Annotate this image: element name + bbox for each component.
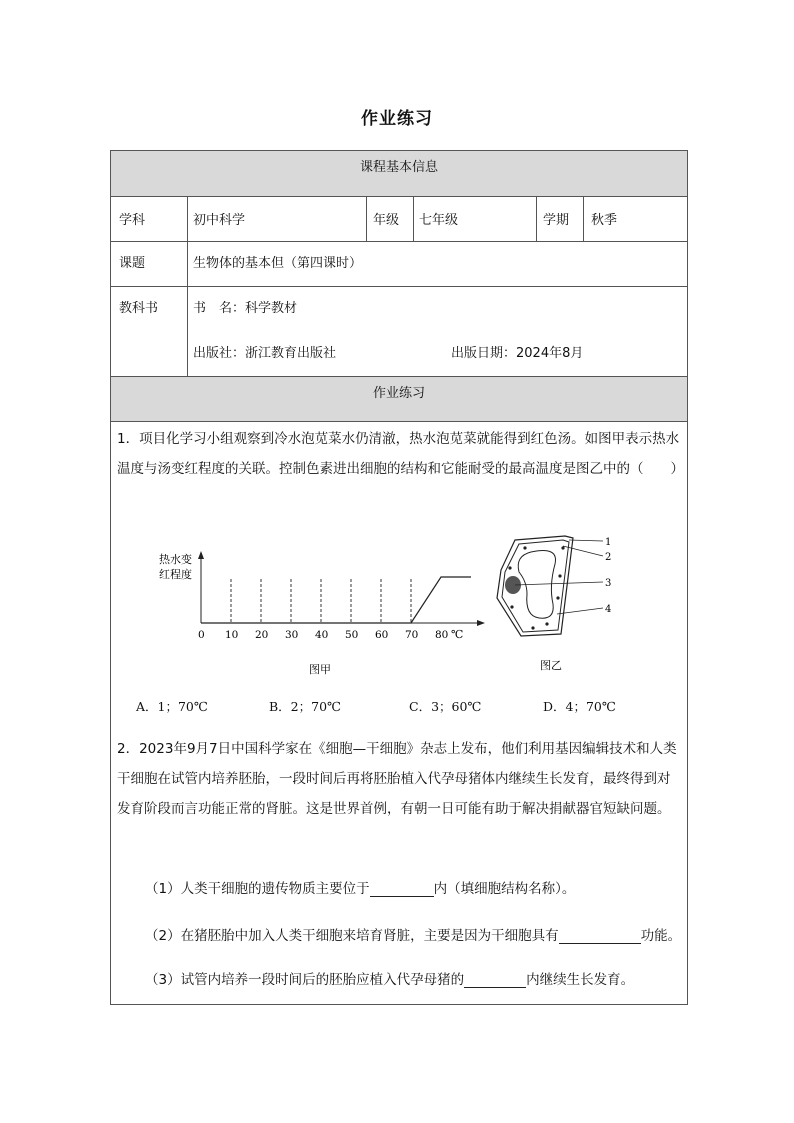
cell-label-3: 3 [605,578,612,589]
cytoplasm-dot [531,626,534,629]
chart-x-tick-label: 40 [315,629,329,641]
chart-series-line [201,577,471,623]
publisher-line [193,342,336,361]
info-row-subject [111,197,687,242]
topic-value: 生物体的基本但（第四课时） [193,256,363,271]
cell-pointer-1 [569,540,603,541]
term-label: 学期 [543,213,570,228]
q2-sub2-prefix: （2）在猪胚胎中加入人类干细胞来培育肾脏，主要是因为干细胞具有 [145,928,559,944]
publish-date-label: 出版日期： [451,346,517,361]
course-info-header [111,151,687,197]
cytoplasm-dot [561,546,564,549]
q2-sub3-suffix: 内继续生长发育。 [526,972,635,988]
figure-jia-chart [151,545,491,675]
q2-sub1 [145,877,575,897]
cytoplasm-dot [510,605,513,608]
figure-yi-plant-cell [491,534,641,674]
exercise-header [111,377,687,422]
info-row-topic [111,242,687,287]
topic-label: 课题 [119,256,146,271]
q2-sub2 [145,924,681,944]
cell-label-1: 1 [605,537,612,548]
option-c[interactable]: C．3；60℃ [409,699,482,714]
page-title: 作业练习 [361,109,433,129]
publisher-value: 浙江教育出版社 [245,346,337,361]
chart-x-tick-label: 0 [198,629,205,641]
chart-x-arrow [477,620,485,626]
q2-sub3-prefix: （3）试管内培养一段时间后的胚胎应植入代孕母猪的 [145,972,465,988]
q2-sub1-blank[interactable] [370,882,434,897]
course-info-header-label: 课程基本信息 [359,160,438,175]
chart-x-tick-label: 20 [255,629,269,641]
chart-x-tick-label: 50 [345,629,359,641]
publish-date-value: 2024年8月 [516,346,584,361]
grade-label: 年级 [373,213,400,228]
q2-sub2-suffix: 功能。 [640,928,682,944]
cell-pointer-2 [563,546,603,556]
book-name-label: 书 名： [193,301,246,316]
option-b[interactable]: B．2；70℃ [269,699,342,714]
option-d[interactable]: D．4；70℃ [543,699,616,714]
q2-sub3 [145,968,634,988]
grade-value: 七年级 [419,213,459,228]
term-value: 秋季 [591,213,618,228]
exercise-header-label: 作业练习 [372,386,425,401]
homework-table [110,150,688,1005]
chart-x-tick-label: 30 [285,629,299,641]
publish-date-line [451,342,583,361]
chart-ylabel-line1: 热水变 [159,553,192,566]
cytoplasm-dot [556,596,559,599]
question-2-text: 2．2023年9月7日中国科学家在《细胞—干细胞》杂志上发布，他们利用基因编辑技术和人类干细胞在试管内培养胚胎，一段时间后再将胚胎植入代孕母猪体内继续生长发育，最终得到对发育阶段而言功能正常的肾脏。这是世界首例，有朝一日可能有助于解决捐献器官短缺问题。 [117,741,677,817]
option-a[interactable]: A．1；70℃ [136,699,208,714]
publisher-label: 出版社： [193,346,246,361]
chart-x-tick-label: 80 [435,629,449,641]
q2-sub1-prefix: （1）人类干细胞的遗传物质主要位于 [145,881,370,897]
question-1-text: 1．项目化学习小组观察到冷水泡苋菜水仍清澈，热水泡苋菜就能得到红色汤。如图甲表示热水温度与汤变红程度的关联。控制色素进出细胞的结构和它能耐受的最高温度是图乙中的（ ） [117,431,684,477]
cell-label-4: 4 [605,604,612,615]
cytoplasm-dot [508,566,511,569]
cytoplasm-dot [545,622,548,625]
chart-x-tick-label: 60 [375,629,389,641]
chart-caption: 图甲 [309,663,331,675]
cell-pointer-3 [515,582,603,585]
subject-value: 初中科学 [193,213,246,228]
book-name-value: 科学教材 [245,301,298,316]
cell-label-2: 2 [605,552,612,563]
cytoplasm-dot [523,546,526,549]
cytoplasm-dot [558,574,561,577]
chart-x-tick-label: 10 [225,629,239,641]
chart-ylabel-line2: 红程度 [159,568,192,581]
info-row-textbook [111,287,687,377]
q2-sub2-blank[interactable] [559,929,641,944]
q2-sub1-suffix: 内（填细胞结构名称）。 [433,881,576,897]
textbook-label: 教科书 [119,301,159,316]
subject-label: 学科 [119,213,146,228]
chart-y-arrow [198,551,204,559]
cell-caption: 图乙 [540,659,562,672]
q2-sub3-blank[interactable] [464,973,526,988]
book-name-line [193,297,297,316]
chart-x-tick-label: 70 [405,629,419,641]
chart-x-unit: ℃ [451,628,464,641]
